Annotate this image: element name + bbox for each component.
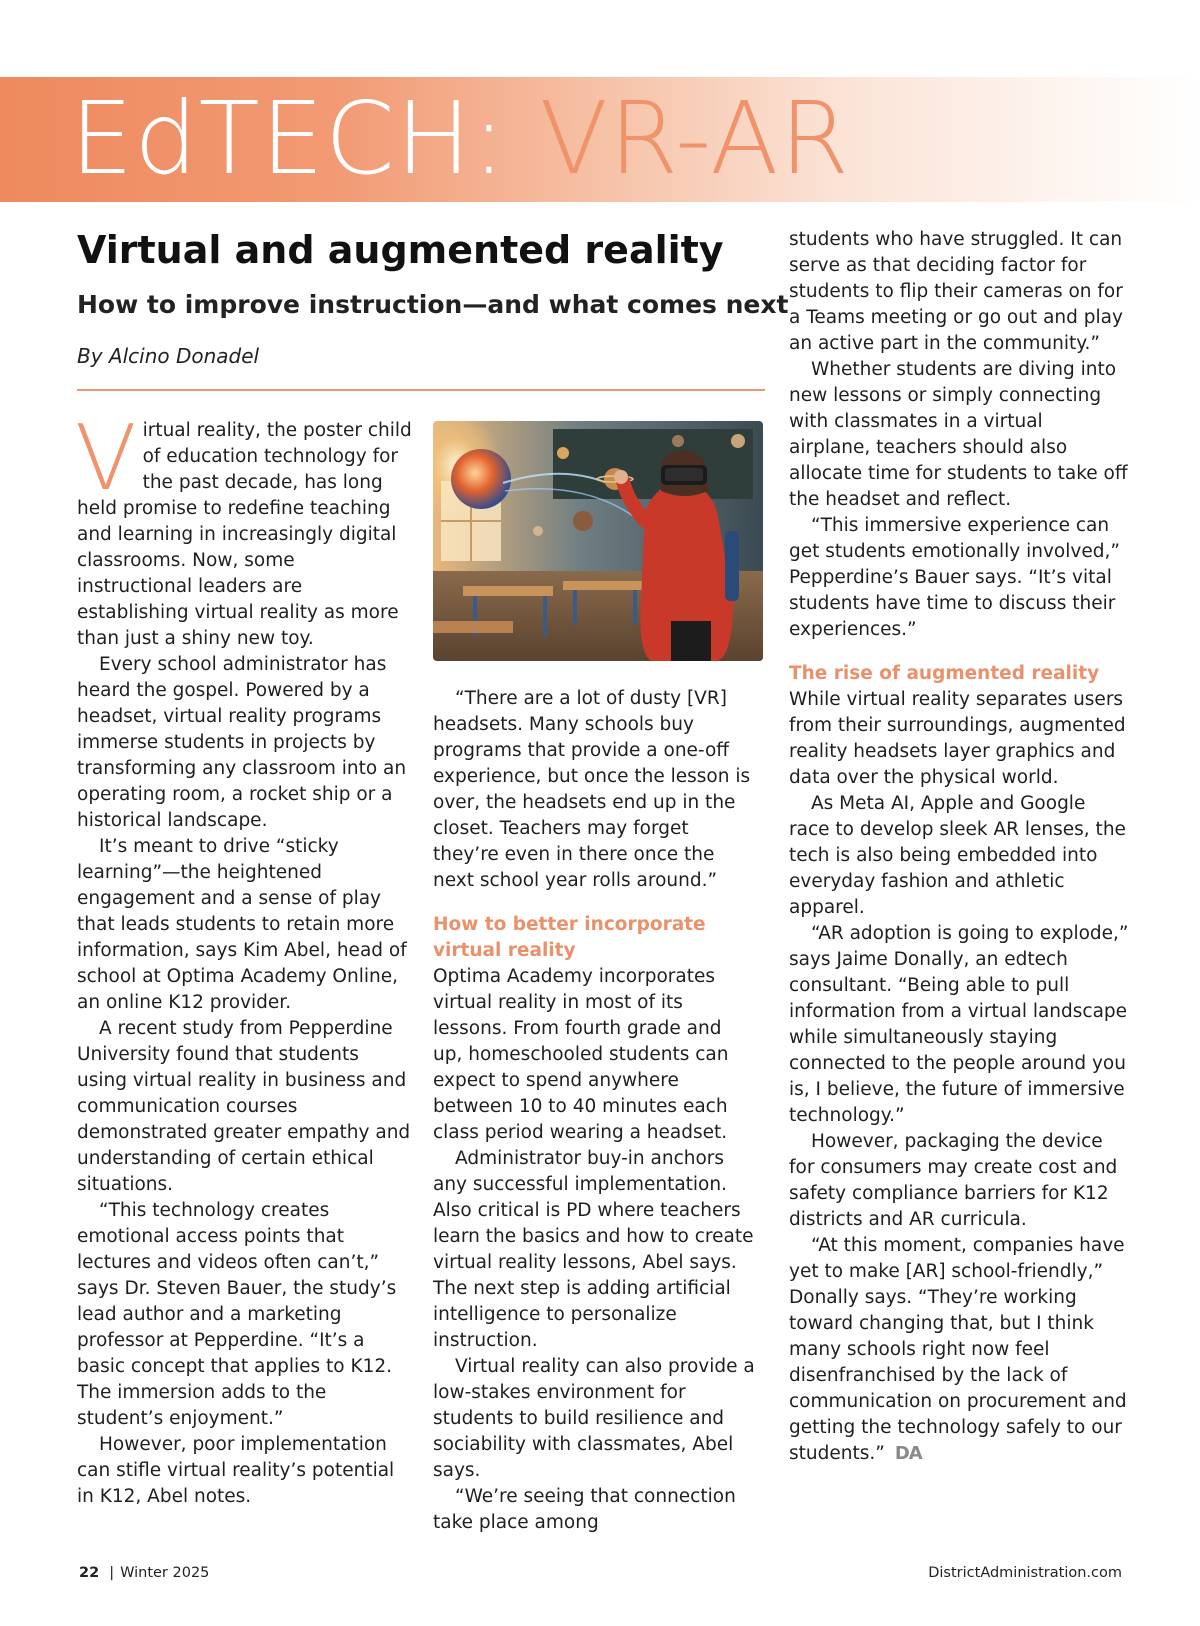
col2-paragraph-4: Virtual reality can also provide a low-stakes environment for students to build resilience and sociability with classmates, Abel says. bbox=[433, 1356, 755, 1481]
col1-paragraph-1-text: irtual reality, the poster child of education technology for the past decade, has long held promise to redefine teaching and learning in increasingly digital classrooms. Now, some instructional leaders are establishing virtual reality as more than just a shiny new toy. bbox=[77, 420, 412, 649]
issue-label: Winter 2025 bbox=[120, 1565, 210, 1581]
article-column-2 bbox=[433, 686, 755, 1536]
article-column-3 bbox=[789, 227, 1129, 1467]
col3-paragraph-2: Whether students are diving into new lessons or simply connecting with classmates in a virtual airplane, teachers should also allocate time for students to take off the headset and reflect. bbox=[789, 359, 1128, 510]
col3-paragraph-1: students who have struggled. It can serve as that deciding factor for students to flip their cameras on for a Teams meeting or go out and play an active part in the community.” bbox=[789, 229, 1123, 354]
drop-cap: V bbox=[75, 406, 137, 511]
col2-paragraph-1: “There are a lot of dusty [VR] headsets. Many schools buy programs that provide a one-off experience, but once the lesson is over, the headsets end up in the closet. Teachers may forget they’re even in there once the next school year rolls around.” bbox=[433, 688, 751, 891]
col3-paragraph-8 bbox=[789, 1233, 1129, 1467]
col1-paragraph-1 bbox=[75, 406, 412, 652]
col3-paragraph-6: “AR adoption is going to explode,” says Jaime Donally, an edtech consultant. “Being able to pull information from a virtual landscape while simultaneously staying connected to the people around you is, I believe, the future of immersive technology.” bbox=[789, 923, 1129, 1126]
section-title bbox=[70, 79, 850, 199]
footer-separator: | bbox=[109, 1565, 115, 1581]
section-heading-augmented-reality: The rise of augmented reality bbox=[789, 663, 1100, 684]
article-subheadline: How to improve instruction—and what comes next bbox=[77, 290, 789, 319]
col1-paragraph-5: “This technology creates emotional access points that lectures and videos often can’t,” says Dr. Steven Bauer, the study’s lead author and a marketing professor at Pepperdine. “It’s a basic concept that applies to K12. The immersion adds to the student’s enjoyment.” bbox=[77, 1200, 397, 1429]
col3-paragraph-5: As Meta AI, Apple and Google race to develop sleek AR lenses, the tech is also being embedded into everyday fashion and athletic apparel. bbox=[789, 793, 1126, 918]
section-banner bbox=[0, 77, 1200, 202]
footer-website: DistrictAdministration.com bbox=[928, 1565, 1122, 1581]
col1-paragraph-4: A recent study from Pepperdine University found that students using virtual reality in business and communication courses demonstrated greater empathy and understanding of certain ethical situations. bbox=[77, 1018, 411, 1195]
col3-paragraph-4: While virtual reality separates users from their surroundings, augmented reality headsets layer graphics and data over the physical world. bbox=[789, 689, 1126, 788]
article-column-1 bbox=[75, 406, 412, 1510]
col1-paragraph-6: However, poor implementation can stifle virtual reality’s potential in K12, Abel notes. bbox=[77, 1434, 395, 1507]
col3-paragraph-7: However, packaging the device for consumers may create cost and safety compliance barriers for K12 districts and AR curricula. bbox=[789, 1131, 1118, 1230]
col3-paragraph-8-text: “At this moment, companies have yet to make [AR] school-friendly,” Donally says. “They’re working toward changing that, but I think many schools right now feel disenfranchised by the lack of communication on procurement and getting the technology safely to our students.” bbox=[789, 1235, 1127, 1464]
col2-paragraph-2: Optima Academy incorporates virtual reality in most of its lessons. From fourth grade and up, homeschooled students can expect to spend anywhere between 10 to 40 minutes each class period wearing a headset. bbox=[433, 966, 729, 1143]
section-title-prefix: EdTECH: bbox=[70, 80, 507, 197]
col2-paragraph-5: “We’re seeing that connection take place among bbox=[433, 1486, 736, 1533]
article-photo bbox=[433, 421, 763, 661]
col1-paragraph-3: It’s meant to drive “sticky learning”—the heightened engagement and a sense of play that leads students to retain more information, says Kim Abel, head of school at Optima Academy Online, an online K12 provider. bbox=[77, 836, 407, 1013]
col1-paragraph-2: Every school administrator has heard the gospel. Powered by a headset, virtual reality programs immerse students in projects by transforming any classroom into an operating room, a rocket ship or a historical landscape. bbox=[77, 654, 407, 831]
page-number: 22 bbox=[79, 1565, 100, 1581]
col3-paragraph-3: “This immersive experience can get students emotionally involved,” Pepperdine’s Bauer says. “It’s vital students have time to discuss their experiences.” bbox=[789, 515, 1120, 640]
footer-page-info bbox=[79, 1565, 209, 1581]
end-mark-logo: DA bbox=[894, 1443, 922, 1464]
article-byline: By Alcino Donadel bbox=[77, 344, 260, 368]
header-divider bbox=[77, 389, 765, 391]
vr-classroom-illustration bbox=[433, 421, 763, 661]
col2-paragraph-3: Administrator buy-in anchors any successful implementation. Also critical is PD where teachers learn the basics and how to create virtual reality lessons, Abel says. The next step is adding artificial intelligence to personalize instruction. bbox=[433, 1148, 754, 1351]
section-title-suffix: VR-AR bbox=[539, 80, 851, 197]
article-headline: Virtual and augmented reality bbox=[77, 228, 724, 272]
section-heading-virtual-reality: How to better incorporate virtual reality bbox=[433, 914, 706, 961]
